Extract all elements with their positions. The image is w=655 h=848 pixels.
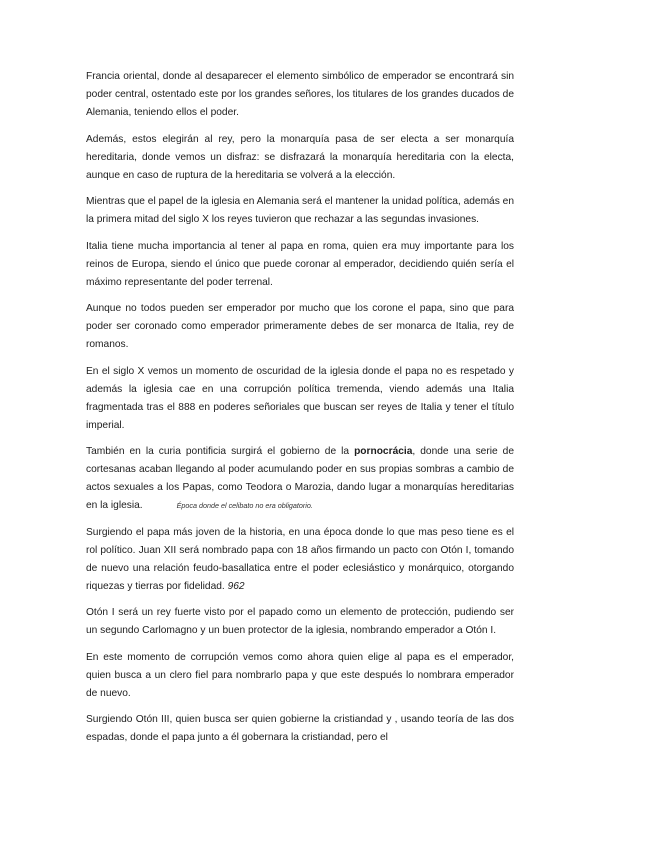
celibacy-side-note: Época donde el celibato no era obligatorio. [176, 501, 313, 510]
paragraph-9: Otón I será un rey fuerte visto por el papado como un elemento de protección, pudiendo ser un segundo Carlomagno y un buen protector de la iglesia, nombrando emperador a Otón I. [86, 607, 514, 636]
year-note: 962 [227, 580, 245, 592]
paragraph-6: En el siglo X vemos un momento de oscuridad de la iglesia donde el papa no es respetado y además la iglesia cae en una corrupción política tremenda, viendo además una Italia fragmentada tras el 888 en poderes señoriales que buscan ser reyes de Italia y tener el título imperial. [86, 365, 514, 431]
paragraph-8-text: Surgiendo el papa más joven de la historia, en una época donde lo que mas peso tiene es el rol político. Juan XII será nombrado papa con 18 años firmando un pacto con Otón I, tomando de nuevo una relación feudo-basallatica entre el poder eclesiástico y monárquico, otorgando riquezas y tierras por fidelidad. [86, 526, 514, 592]
paragraph-5: Aunque no todos pueden ser emperador por mucho que los corone el papa, sino que para poder ser coronado como emperador primeramente debes de ser monarca de Italia, rey de romanos. [86, 303, 514, 350]
paragraph-4: Italia tiene mucha importancia al tener al papa en roma, quien era muy importante para los reinos de Europa, siendo el único que puede coronar al emperador, decidiendo quién sería el máximo representante del poder terrenal. [86, 240, 514, 288]
paragraph-10: En este momento de corrupción vemos como ahora quien elige al papa es el emperador, quien busca a un clero fiel para nombrarlo papa y que este después lo nombrara emperador de nuevo. [86, 651, 514, 699]
paragraph-2: Además, estos elegirán al rey, pero la monarquía pasa de ser electa a ser monarquía hereditaria, donde vemos un disfraz: se disfrazará la monarquía hereditaria con la electa, aunque en caso de ruptura de la hereditaria se volverá a la elección. [86, 133, 514, 181]
paragraph-7 [86, 443, 514, 515]
paragraph-1: Francia oriental, donde al desaparecer el elemento simbólico de emperador se encontrará sin poder central, ostentado este por los grandes señores, los titulares de los grandes ducados de Alemania, teniendo ellos el poder. [86, 71, 514, 118]
paragraph-7-text-end: , donde una serie de cortesanas acaban llegando al poder acumulando poder en sus propias sombras a cambio de actos sexuales a los Papas, como Teodora o Marozia, dando lugar a monarquías hereditarias en la iglesia. [86, 446, 514, 511]
paragraph-3: Mientras que el papel de la iglesia en Alemania será el mantener la unidad política, además en la primera mitad del siglo X los reyes tuvieron que rechazar a las segundas invasiones. [86, 196, 514, 225]
document-body [86, 68, 514, 756]
pornocracia-term: pornocrácia [354, 446, 413, 457]
paragraph-7-text-start: También en la curia pontificia surgirá el gobierno de la [86, 446, 355, 457]
paragraph-11: Surgiendo Otón III, quien busca ser quien gobierne la cristiandad y , usando teoría de las dos espadas, donde el papa junto a él gobernara la cristiandad, pero el [86, 714, 514, 743]
paragraph-8 [86, 524, 514, 596]
